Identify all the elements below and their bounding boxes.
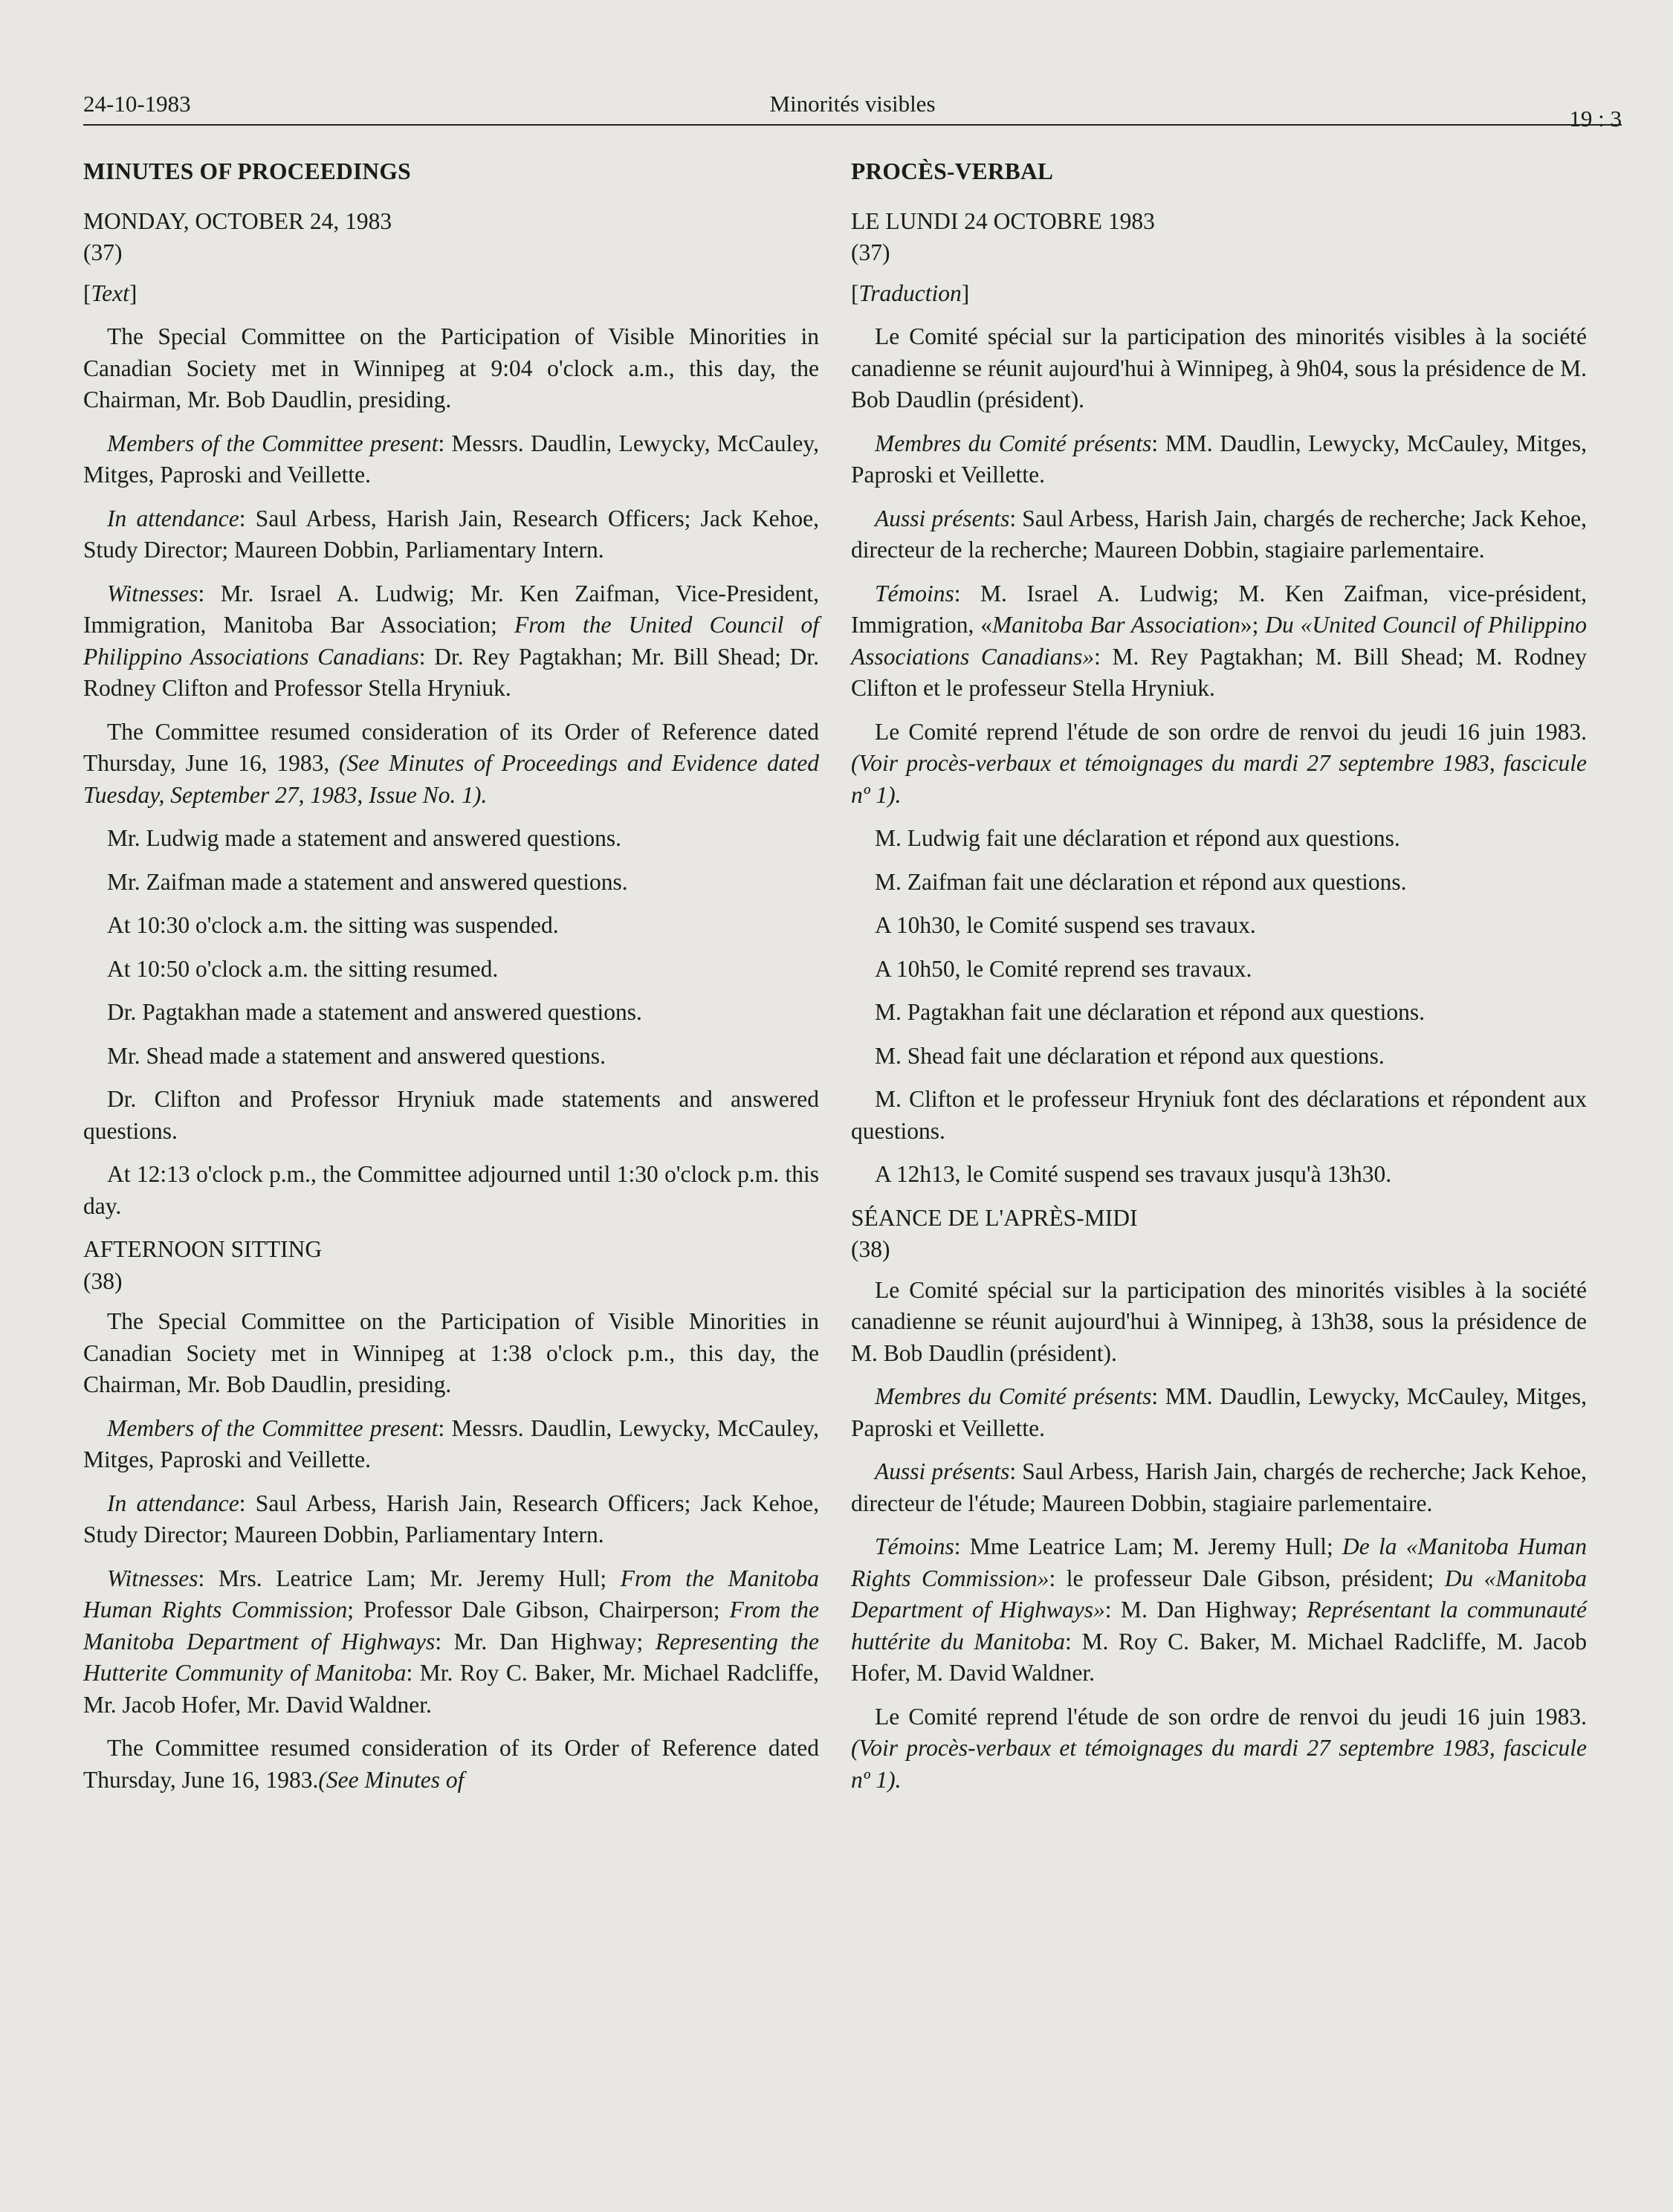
members-paragraph: Membres du Comité présents: MM. Daudlin, Lewycky, McCauley, Mitges, Paproski et Veillette.: [851, 430, 1587, 488]
attendance-paragraph: In attendance: Saul Arbess, Harish Jain, Research Officers; Jack Kehoe, Study Director; Maureen Dobbin, Parliamentary Intern.: [83, 1490, 820, 1548]
proceeding-line: A 12h13, le Comité suspend ses travaux jusqu'à 13h30.: [875, 1161, 1392, 1187]
resumed-paragraph: Le Comité reprend l'étude de son ordre de renvoi du jeudi 16 juin 1983. (Voir procès-verbaux et témoignages du mardi 27 septembre 1983, fascicule nº 1).: [851, 1703, 1587, 1793]
proceeding-line: Dr. Pagtakhan made a statement and answered questions.: [107, 999, 642, 1025]
morning-sitting-header: [851, 206, 1587, 269]
sitting-date: MONDAY, OCTOBER 24, 1983: [83, 207, 392, 234]
attendance-paragraph: Aussi présents: Saul Arbess, Harish Jain, chargés de recherche; Jack Kehoe, directeur de la recherche; Maureen Dobbin, stagiaire parlementaire.: [851, 505, 1587, 563]
proceeding-line: A 10h50, le Comité reprend ses travaux.: [875, 955, 1252, 982]
proceeding-line: M. Ludwig fait une déclaration et répond aux questions.: [875, 825, 1400, 851]
sitting-number: (37): [83, 239, 123, 265]
sitting-date: LE LUNDI 24 OCTOBRE 1983: [851, 207, 1155, 234]
french-column: [851, 156, 1587, 1808]
header-title: Minorités visibles: [769, 91, 936, 117]
proceeding-line: M. Pagtakhan fait une déclaration et répond aux questions.: [875, 999, 1426, 1025]
sitting-number: (37): [851, 239, 890, 265]
opening-paragraph: Le Comité spécial sur la participation des minorités visibles à la société canadienne se réunit aujourd'hui à Winnipeg, à 9h04, sous la présidence de M. Bob Daudlin (président).: [851, 323, 1587, 413]
witnesses-paragraph: Witnesses: Mr. Israel A. Ludwig; Mr. Ken Zaifman, Vice-President, Immigration, Manitoba Bar Association; From the United Council of Philippino Associations Canadians: Dr. Rey Pagtakhan; Mr. Bill Shead; Dr. Rodney Clifton and Professor Stella Hryniuk.: [83, 580, 820, 701]
sitting-number: (38): [83, 1267, 123, 1294]
witnesses-paragraph: Witnesses: Mrs. Leatrice Lam; Mr. Jeremy Hull; From the Manitoba Human Rights Commission; Professor Dale Gibson, Chairperson; From the Manitoba Department of Highways: Mr. Dan Highway; Representing the Hutterite Community of Manitoba: Mr. Roy C. Baker, Mr. Michael Radcliffe, Mr. Jacob Hofer, Mr. David Waldner.: [83, 1565, 819, 1718]
attendance-paragraph: Aussi présents: Saul Arbess, Harish Jain, chargés de recherche; Jack Kehoe, directeur de l'étude; Maureen Dobbin, stagiaire parlementaire.: [851, 1458, 1587, 1516]
sitting-number: (38): [851, 1236, 890, 1262]
proceeding-line: Dr. Clifton and Professor Hryniuk made statements and answered questions.: [83, 1086, 819, 1144]
afternoon-sitting-header: [851, 1203, 1587, 1266]
morning-sitting-header: [83, 206, 819, 269]
attendance-paragraph: In attendance: Saul Arbess, Harish Jain, Research Officers; Jack Kehoe, Study Director; Maureen Dobbin, Parliamentary Intern.: [83, 505, 820, 563]
header-date: 24-10-1983: [83, 91, 191, 117]
translation-tag: [Traduction]: [851, 279, 970, 306]
proceeding-line: M. Shead fait une déclaration et répond aux questions.: [875, 1042, 1385, 1069]
proceeding-line: Mr. Zaifman made a statement and answered questions.: [107, 868, 628, 895]
afternoon-sitting-header: [83, 1234, 819, 1297]
opening-paragraph: The Special Committee on the Participation of Visible Minorities in Canadian Society met in Winnipeg at 1:38 o'clock p.m., this day, the Chairman, Mr. Bob Daudlin, presiding.: [83, 1308, 819, 1397]
header-page-number: 19 : 3: [1569, 106, 1622, 132]
members-paragraph: Membres du Comité présents: MM. Daudlin, Lewycky, McCauley, Mitges, Paproski et Veillette.: [851, 1383, 1587, 1441]
opening-paragraph: Le Comité spécial sur la participation des minorités visibles à la société canadienne se réunit aujourd'hui à Winnipeg, à 13h38, sous la présidence de M. Bob Daudlin (président).: [851, 1276, 1587, 1366]
proceeding-line: At 12:13 o'clock p.m., the Committee adjourned until 1:30 o'clock p.m. this day.: [83, 1161, 819, 1219]
opening-paragraph: The Special Committee on the Participation of Visible Minorities in Canadian Society met in Winnipeg at 9:04 o'clock a.m., this day, the Chairman, Mr. Bob Daudlin, presiding.: [83, 323, 819, 413]
proceeding-line: Mr. Ludwig made a statement and answered questions.: [107, 825, 621, 851]
witnesses-paragraph: Témoins: M. Israel A. Ludwig; M. Ken Zaifman, vice-président, Immigration, «Manitoba Bar Association»; Du «United Council of Philippino Associations Canadians»: M. Rey Pagtakhan; M. Bill Shead; M. Rodney Clifton et le professeur Stella Hryniuk.: [851, 580, 1587, 701]
text-tag: [Text]: [83, 279, 137, 306]
proceeding-line: M. Clifton et le professeur Hryniuk font des déclarations et répondent aux questions.: [851, 1086, 1587, 1144]
resumed-paragraph: Le Comité reprend l'étude de son ordre de renvoi du jeudi 16 juin 1983. (Voir procès-verbaux et témoignages du mardi 27 septembre 1983, fascicule nº 1).: [851, 718, 1587, 808]
header-rule: [83, 124, 1622, 126]
afternoon-heading: AFTERNOON SITTING: [83, 1236, 323, 1262]
members-paragraph: Members of the Committee present: Messrs. Daudlin, Lewycky, McCauley, Mitges, Paproski and Veillette.: [83, 1414, 819, 1472]
members-paragraph: Members of the Committee present: Messrs. Daudlin, Lewycky, McCauley, Mitges, Paproski and Veillette.: [83, 430, 819, 488]
proceeding-line: At 10:30 o'clock a.m. the sitting was suspended.: [107, 912, 559, 938]
page-header: [83, 82, 1622, 132]
proceeding-line: Mr. Shead made a statement and answered questions.: [107, 1042, 606, 1069]
witnesses-paragraph: Témoins: Mme Leatrice Lam; M. Jeremy Hull; De la «Manitoba Human Rights Commission»: le professeur Dale Gibson, président; Du «Manitoba Department of Highways»: M. Dan Highway; Représentant la communauté huttérite du Manitoba: M. Roy C. Baker, M. Michael Radcliffe, M. Jacob Hofer, M. David Waldner.: [851, 1533, 1588, 1686]
minutes-heading: MINUTES OF PROCEEDINGS: [83, 158, 411, 184]
proceeding-line: At 10:50 o'clock a.m. the sitting resumed.: [107, 955, 499, 982]
afternoon-heading: SÉANCE DE L'APRÈS-MIDI: [851, 1204, 1138, 1231]
proceeding-line: M. Zaifman fait une déclaration et répond aux questions.: [875, 868, 1407, 895]
proceeding-line: A 10h30, le Comité suspend ses travaux.: [875, 912, 1256, 938]
resumed-paragraph: The Committee resumed consideration of its Order of Reference dated Thursday, June 16, 1983.(See Minutes of: [83, 1735, 819, 1793]
proces-verbal-heading: PROCÈS-VERBAL: [851, 158, 1054, 184]
english-column: [83, 156, 819, 1808]
resumed-paragraph: The Committee resumed consideration of its Order of Reference dated Thursday, June 16, 1983, (See Minutes of Proceedings and Evidence dated Tuesday, September 27, 1983, Issue No. 1).: [83, 718, 820, 808]
